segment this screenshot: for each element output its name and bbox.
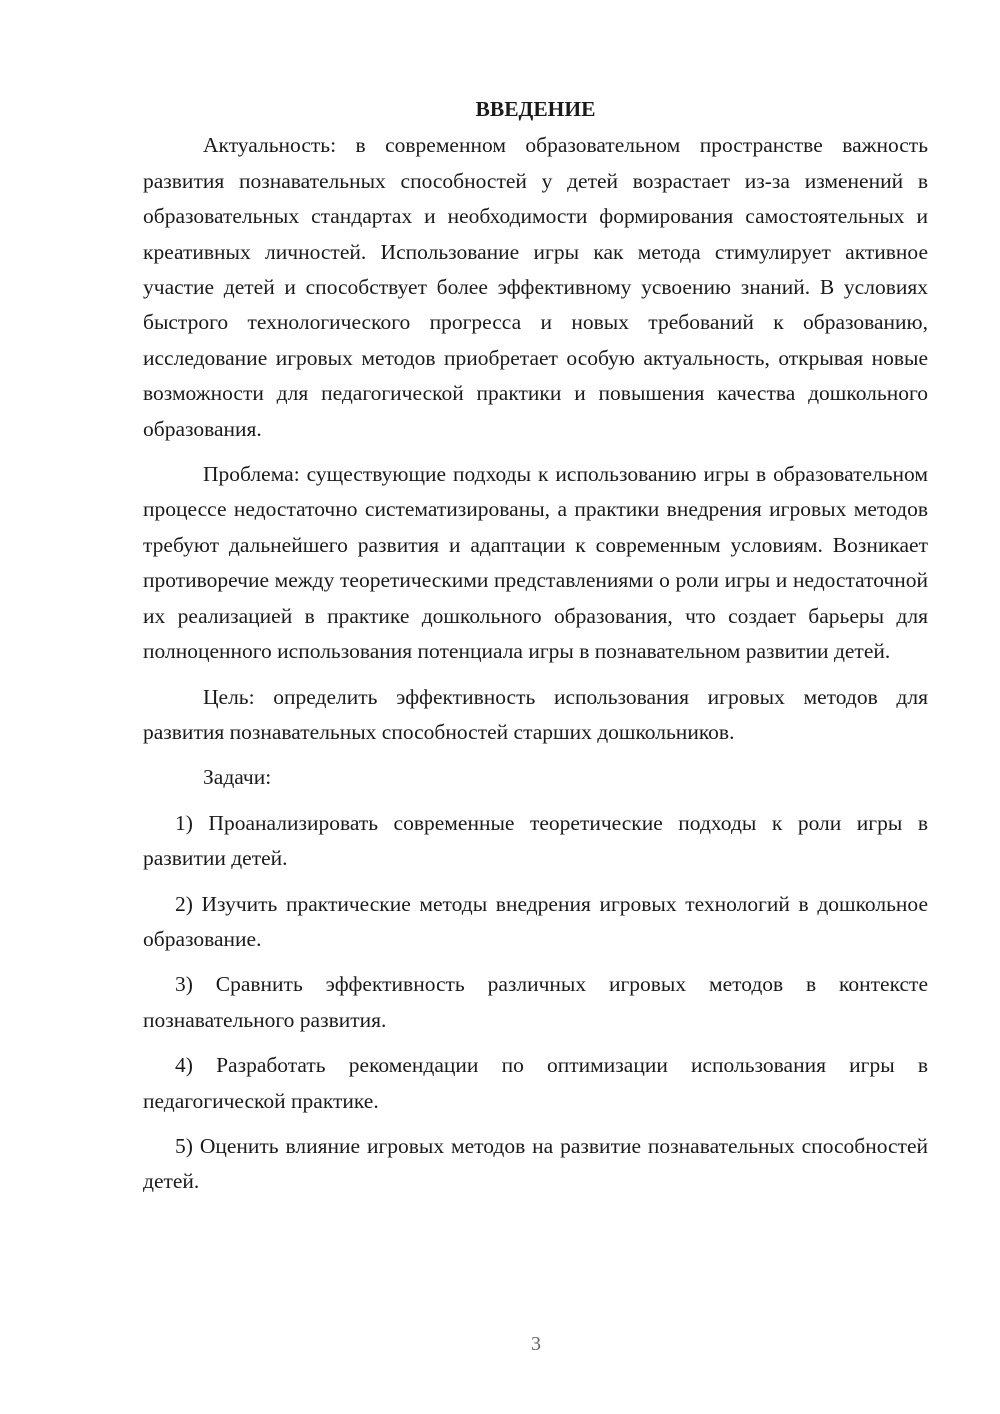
tasks-list [143, 806, 928, 1200]
section-heading: ВВЕДЕНИЕ [475, 97, 596, 121]
task-item: 5) Оценить влияние игровых методов на развитие познавательных способностей детей. [143, 1133, 928, 1194]
relevance-paragraph: Актуальность: в современном образовательном пространстве важность развития познавательных способностей у детей возрастает из-за изменений в образовательных стандартах и необходимости формирования самостоятельных и креативных личностей. Использование игры как метода стимулирует активное участие детей и способствует более эффективному усвоению знаний. В условиях быстрого технологического прогресса и новых требований к образованию, исследование игровых методов приобретает особую актуальность, открывая новые возможности для педагогической практики и повышения качества дошкольного образования. [143, 133, 928, 441]
document-page [143, 92, 928, 1200]
goal-paragraph: Цель: определить эффективность использования игровых методов для развития познавательных способностей старших дошкольников. [143, 684, 928, 744]
task-item: 1) Проанализировать современные теоретические подходы к роли игры в развитии детей. [143, 810, 928, 871]
task-item: 2) Изучить практические методы внедрения игровых технологий в дошкольное образование. [143, 891, 928, 951]
problem-paragraph: Проблема: существующие подходы к использованию игры в образовательном процессе недостаточно систематизированы, а практики внедрения игровых методов требуют дальнейшего развития и адаптации к современным условиям. Возникает противоречие между теоретическими представлениями о роли игры и недостаточной их реализацией в практике дошкольного образования, что создает барьеры для полноценного использования потенциала игры в познавательном развитии детей. [143, 462, 928, 664]
page-number: 3 [531, 1333, 541, 1355]
task-item: 3) Сравнить эффективность различных игровых методов в контексте познавательного развития. [143, 972, 928, 1032]
task-item: 4) Разработать рекомендации по оптимизации использования игры в педагогической практике. [143, 1053, 928, 1113]
tasks-label: Задачи: [203, 765, 272, 790]
